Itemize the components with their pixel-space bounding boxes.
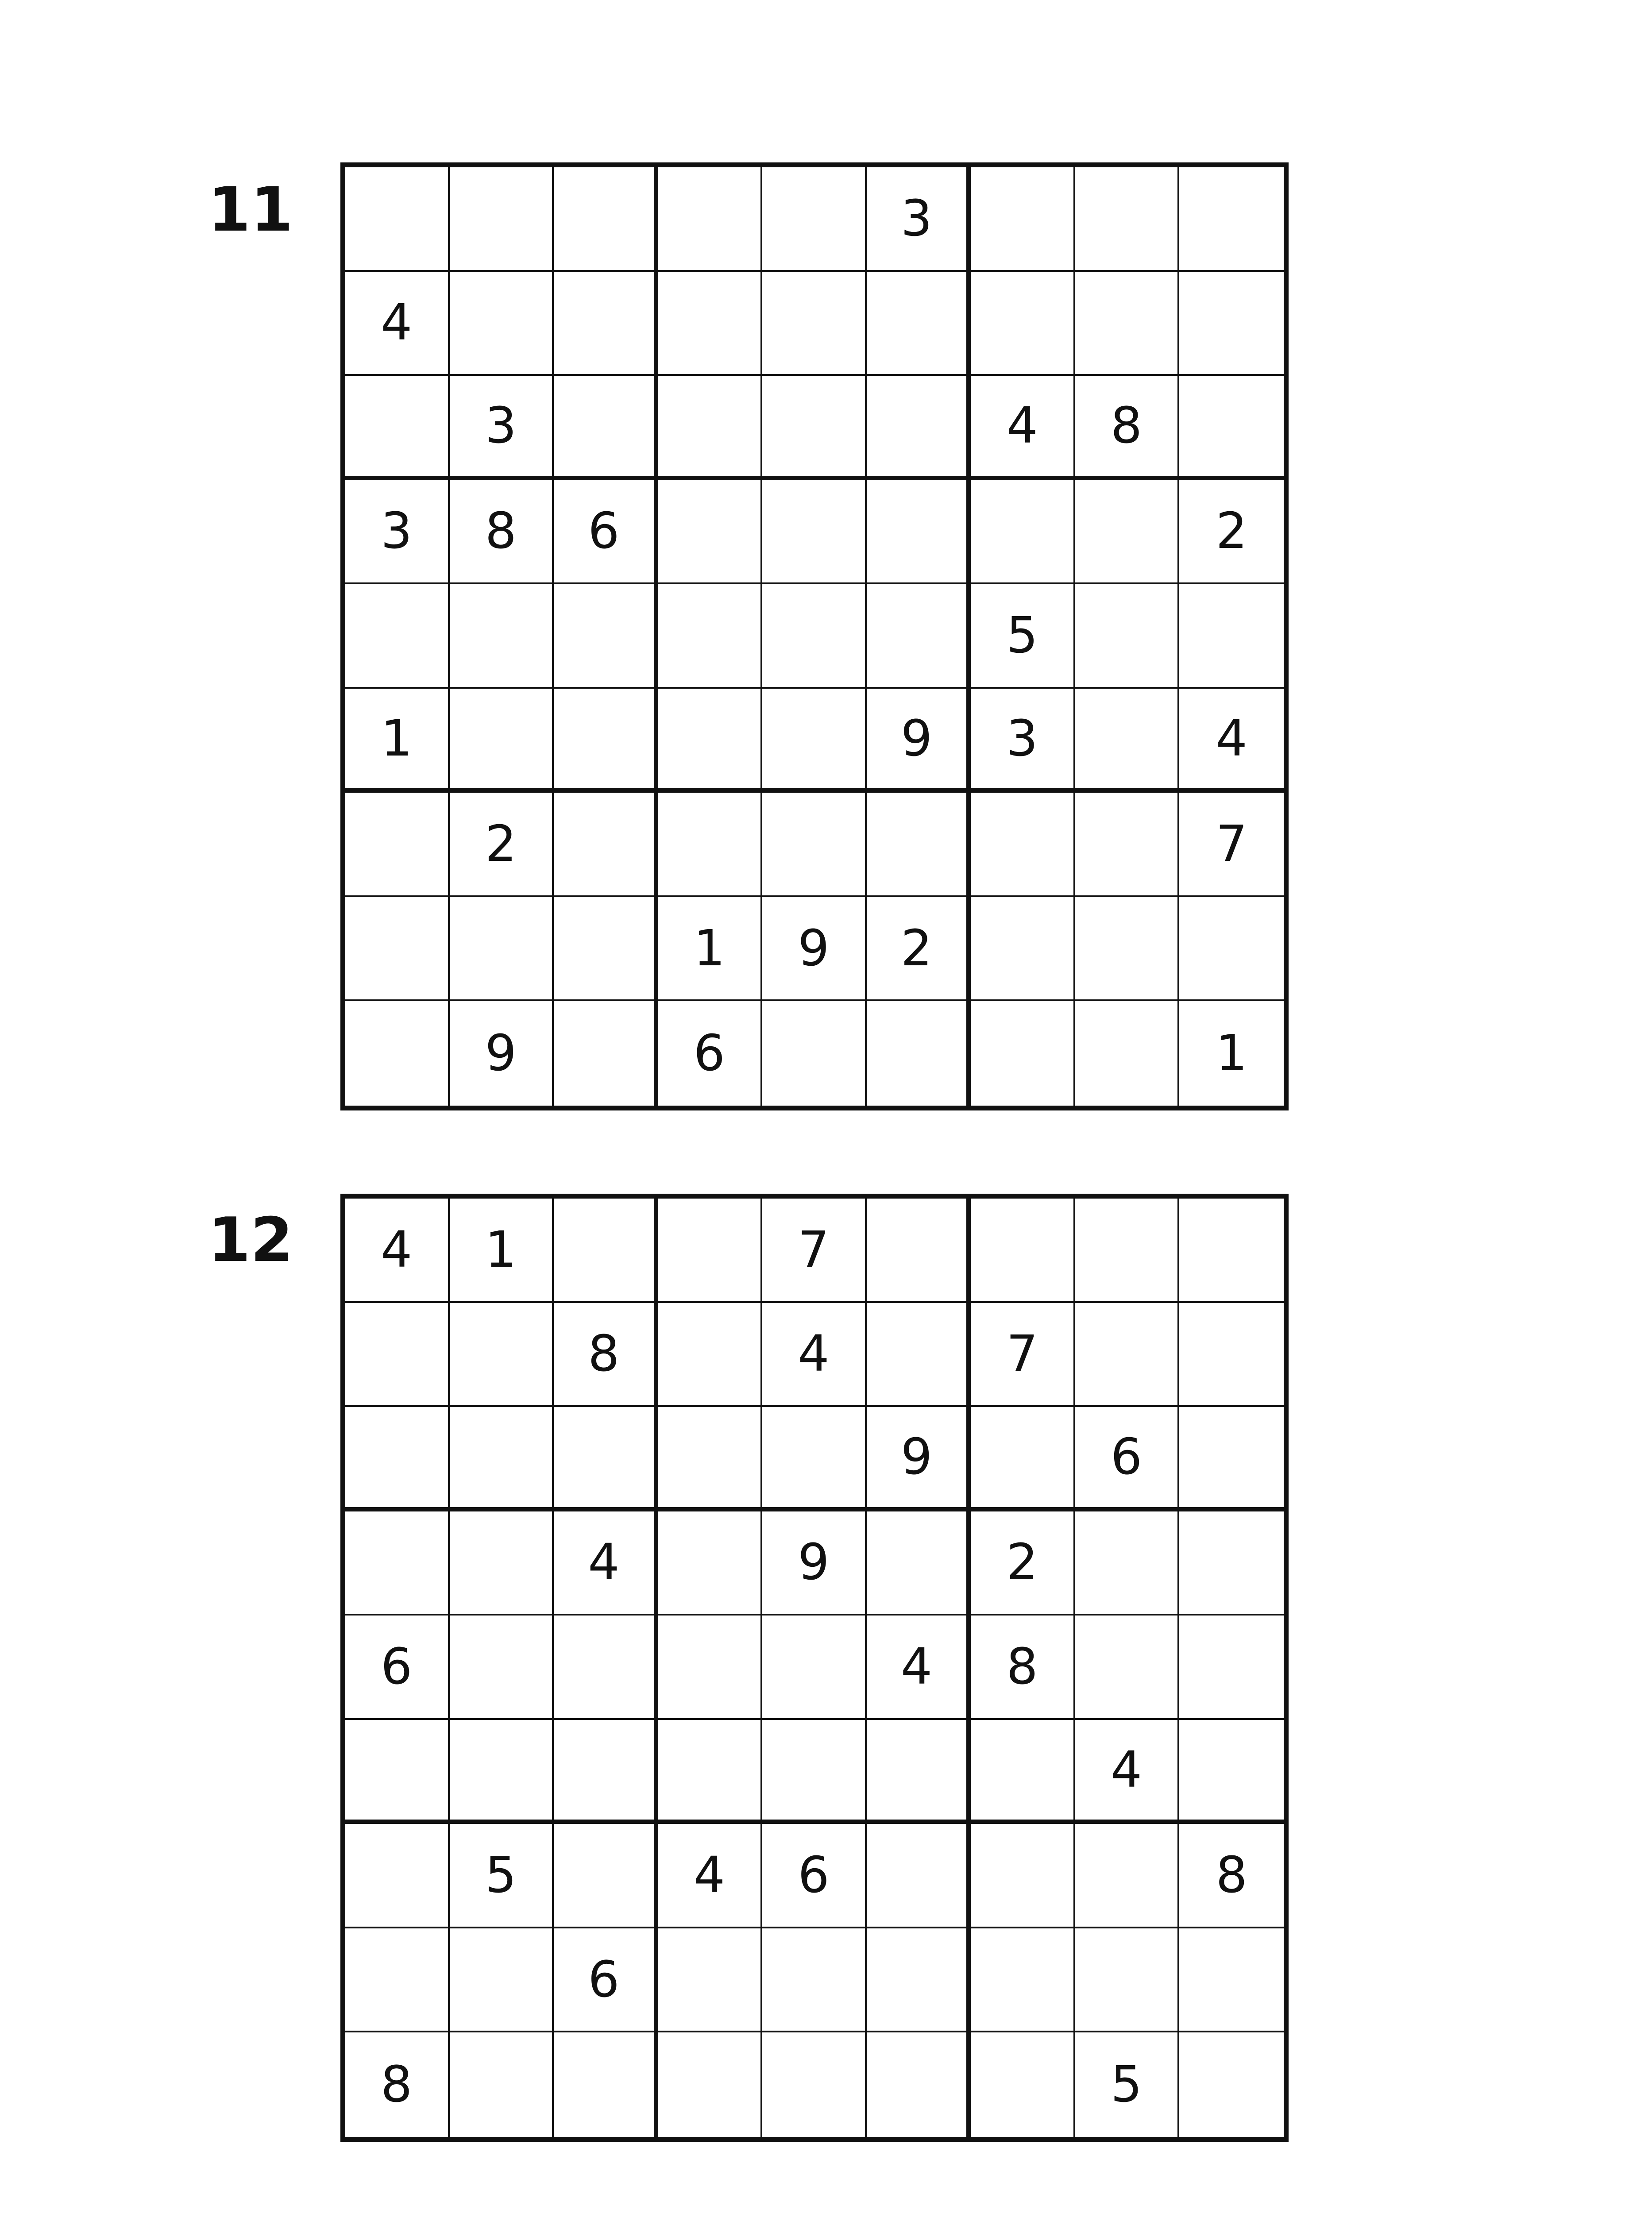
sudoku-cell[interactable]: 4 xyxy=(867,1615,971,1720)
sudoku-cell[interactable] xyxy=(1179,1303,1284,1407)
sudoku-cell[interactable] xyxy=(554,2032,658,2137)
sudoku-cell[interactable] xyxy=(658,1407,763,1511)
sudoku-cell[interactable] xyxy=(658,793,763,897)
sudoku-cell[interactable] xyxy=(867,793,971,897)
sudoku-cell[interactable]: 4 xyxy=(1179,689,1284,793)
sudoku-cell[interactable]: 2 xyxy=(450,793,554,897)
sudoku-cell[interactable] xyxy=(971,1824,1075,1928)
sudoku-cell[interactable] xyxy=(658,1199,763,1303)
sudoku-cell[interactable] xyxy=(658,1511,763,1616)
sudoku-cell[interactable] xyxy=(971,1720,1075,1824)
sudoku-cell[interactable]: 4 xyxy=(762,1303,867,1407)
sudoku-cell[interactable] xyxy=(450,1303,554,1407)
sudoku-cell[interactable] xyxy=(345,1824,450,1928)
sudoku-cell[interactable] xyxy=(1075,793,1180,897)
sudoku-cell[interactable] xyxy=(1179,1928,1284,2033)
sudoku-cell[interactable] xyxy=(762,480,867,585)
sudoku-cell[interactable] xyxy=(345,1001,450,1106)
sudoku-cell[interactable] xyxy=(450,167,554,272)
sudoku-cell[interactable] xyxy=(867,1199,971,1303)
sudoku-cell[interactable] xyxy=(971,167,1075,272)
sudoku-cell[interactable] xyxy=(658,1615,763,1720)
sudoku-cell[interactable] xyxy=(345,1407,450,1511)
sudoku-cell[interactable]: 8 xyxy=(971,1615,1075,1720)
sudoku-cell[interactable]: 3 xyxy=(867,167,971,272)
sudoku-cell[interactable]: 2 xyxy=(867,897,971,1002)
sudoku-cell[interactable] xyxy=(345,1928,450,2033)
sudoku-cell[interactable] xyxy=(762,1928,867,2033)
sudoku-cell[interactable] xyxy=(1179,1511,1284,1616)
sudoku-cell[interactable] xyxy=(1075,480,1180,585)
sudoku-cell[interactable] xyxy=(345,1511,450,1616)
sudoku-cell[interactable] xyxy=(867,1720,971,1824)
sudoku-cell[interactable] xyxy=(762,167,867,272)
sudoku-cell[interactable] xyxy=(762,272,867,376)
sudoku-cell[interactable] xyxy=(971,1001,1075,1106)
sudoku-cell[interactable] xyxy=(554,1001,658,1106)
sudoku-cell[interactable] xyxy=(345,793,450,897)
sudoku-cell[interactable]: 3 xyxy=(345,480,450,585)
sudoku-cell[interactable] xyxy=(1075,897,1180,1002)
sudoku-cell[interactable] xyxy=(658,480,763,585)
sudoku-cell[interactable] xyxy=(1179,1407,1284,1511)
sudoku-cell[interactable]: 8 xyxy=(450,480,554,585)
sudoku-cell[interactable] xyxy=(1075,1615,1180,1720)
sudoku-cell[interactable] xyxy=(867,1001,971,1106)
sudoku-cell[interactable] xyxy=(554,1824,658,1928)
sudoku-cell[interactable] xyxy=(658,272,763,376)
sudoku-cell[interactable] xyxy=(554,1615,658,1720)
sudoku-cell[interactable] xyxy=(971,1407,1075,1511)
sudoku-cell[interactable] xyxy=(1075,1199,1180,1303)
sudoku-cell[interactable] xyxy=(345,1303,450,1407)
sudoku-cell[interactable]: 6 xyxy=(1075,1407,1180,1511)
sudoku-cell[interactable]: 8 xyxy=(345,2032,450,2137)
sudoku-cell[interactable] xyxy=(554,1407,658,1511)
sudoku-cell[interactable] xyxy=(658,167,763,272)
sudoku-board-12 xyxy=(340,1194,1289,2142)
sudoku-cell[interactable] xyxy=(658,1720,763,1824)
sudoku-cell[interactable] xyxy=(867,480,971,585)
sudoku-cell[interactable]: 5 xyxy=(450,1824,554,1928)
sudoku-cell[interactable] xyxy=(1179,272,1284,376)
sudoku-cell[interactable]: 3 xyxy=(450,376,554,480)
sudoku-cell[interactable] xyxy=(1075,1824,1180,1928)
sudoku-cell[interactable] xyxy=(762,689,867,793)
sudoku-cell[interactable] xyxy=(762,2032,867,2137)
sudoku-cell[interactable]: 9 xyxy=(450,1001,554,1106)
sudoku-cell[interactable]: 9 xyxy=(762,1511,867,1616)
sudoku-cell[interactable] xyxy=(971,2032,1075,2137)
sudoku-cell[interactable] xyxy=(554,1720,658,1824)
sudoku-cell[interactable] xyxy=(1075,1303,1180,1407)
sudoku-cell[interactable] xyxy=(658,689,763,793)
sudoku-cell[interactable]: 1 xyxy=(658,897,763,1002)
sudoku-cell[interactable] xyxy=(1075,689,1180,793)
sudoku-cell[interactable]: 4 xyxy=(1075,1720,1180,1824)
sudoku-cell[interactable] xyxy=(867,584,971,689)
sudoku-cell[interactable]: 9 xyxy=(762,897,867,1002)
sudoku-cell[interactable]: 9 xyxy=(867,689,971,793)
sudoku-cell[interactable] xyxy=(1179,897,1284,1002)
sudoku-cell[interactable] xyxy=(762,376,867,480)
sudoku-cell[interactable] xyxy=(554,584,658,689)
sudoku-cell[interactable] xyxy=(971,793,1075,897)
sudoku-cell[interactable] xyxy=(867,1511,971,1616)
sudoku-cell[interactable]: 5 xyxy=(1075,2032,1180,2137)
sudoku-cell[interactable] xyxy=(867,1303,971,1407)
sudoku-cell[interactable]: 8 xyxy=(1075,376,1180,480)
sudoku-cell[interactable] xyxy=(971,1928,1075,2033)
sudoku-cell[interactable] xyxy=(867,272,971,376)
sudoku-cell[interactable]: 2 xyxy=(1179,480,1284,585)
sudoku-cell[interactable]: 6 xyxy=(658,1001,763,1106)
sudoku-cell[interactable] xyxy=(450,689,554,793)
sudoku-cell[interactable] xyxy=(345,376,450,480)
sudoku-cell[interactable] xyxy=(554,793,658,897)
sudoku-cell[interactable] xyxy=(867,1824,971,1928)
sudoku-cell[interactable] xyxy=(1075,1928,1180,2033)
sudoku-cell[interactable] xyxy=(971,480,1075,585)
sudoku-cell[interactable] xyxy=(345,1720,450,1824)
sudoku-cell[interactable] xyxy=(450,897,554,1002)
sudoku-cell[interactable] xyxy=(762,1001,867,1106)
sudoku-board-11 xyxy=(340,162,1289,1110)
sudoku-cell[interactable] xyxy=(971,897,1075,1002)
sudoku-cell[interactable] xyxy=(345,897,450,1002)
sudoku-cell[interactable] xyxy=(345,584,450,689)
sudoku-cell[interactable]: 2 xyxy=(971,1511,1075,1616)
sudoku-cell[interactable]: 1 xyxy=(345,689,450,793)
sudoku-cell[interactable] xyxy=(1179,376,1284,480)
sudoku-cell[interactable] xyxy=(554,272,658,376)
sudoku-cell[interactable] xyxy=(554,689,658,793)
sudoku-cell[interactable]: 5 xyxy=(971,584,1075,689)
sudoku-cell[interactable] xyxy=(762,1720,867,1824)
sudoku-cell[interactable] xyxy=(450,1407,554,1511)
sudoku-cell[interactable]: 7 xyxy=(762,1199,867,1303)
sudoku-cell[interactable]: 8 xyxy=(1179,1824,1284,1928)
sudoku-cell[interactable] xyxy=(450,1928,554,2033)
sudoku-cell[interactable]: 1 xyxy=(1216,1025,1247,1083)
sudoku-cell[interactable]: 1 xyxy=(450,1199,554,1303)
sudoku-cell[interactable] xyxy=(450,2032,554,2137)
sudoku-cell[interactable] xyxy=(345,167,450,272)
sudoku-cell[interactable] xyxy=(1075,1001,1180,1106)
sudoku-cell[interactable]: 6 xyxy=(554,1928,658,2033)
sudoku-cell[interactable] xyxy=(1179,167,1284,272)
sudoku-cell[interactable] xyxy=(450,272,554,376)
sudoku-cell[interactable]: 4 xyxy=(971,376,1075,480)
sudoku-cell[interactable] xyxy=(1179,1615,1284,1720)
sudoku-cell[interactable]: 6 xyxy=(554,480,658,585)
sudoku-cell[interactable] xyxy=(971,272,1075,376)
sudoku-cell[interactable]: 7 xyxy=(971,1303,1075,1407)
sudoku-cell[interactable] xyxy=(450,584,554,689)
sudoku-cell[interactable] xyxy=(554,897,658,1002)
sudoku-cell[interactable]: 3 xyxy=(971,689,1075,793)
sudoku-cell[interactable]: 8 xyxy=(554,1303,658,1407)
sudoku-cell[interactable]: 6 xyxy=(762,1824,867,1928)
sudoku-cell[interactable] xyxy=(658,1928,763,2033)
sudoku-cell[interactable] xyxy=(762,1407,867,1511)
sudoku-cell[interactable] xyxy=(1075,1511,1180,1616)
sudoku-cell[interactable] xyxy=(1179,584,1284,689)
sudoku-cell[interactable] xyxy=(971,1199,1075,1303)
sudoku-cell[interactable] xyxy=(1075,584,1180,689)
sudoku-cell[interactable] xyxy=(450,1615,554,1720)
sudoku-cell[interactable] xyxy=(867,1928,971,2033)
sudoku-cell[interactable]: 7 xyxy=(1179,793,1284,897)
sudoku-cell[interactable] xyxy=(450,1720,554,1824)
sudoku-cell[interactable] xyxy=(658,1303,763,1407)
sudoku-cell[interactable] xyxy=(1179,1199,1284,1303)
puzzle-number: 12 xyxy=(208,1204,293,1276)
sudoku-cell[interactable]: 4 xyxy=(345,1199,450,1303)
sudoku-cell[interactable] xyxy=(658,584,763,689)
sudoku-cell[interactable] xyxy=(867,376,971,480)
sudoku-cell[interactable] xyxy=(658,2032,763,2137)
sudoku-cell[interactable] xyxy=(1075,272,1180,376)
sudoku-cell[interactable] xyxy=(1179,1720,1284,1824)
sudoku-cell[interactable] xyxy=(1179,2032,1284,2137)
puzzle-number: 11 xyxy=(208,174,293,245)
sudoku-cell[interactable] xyxy=(554,1199,658,1303)
sudoku-cell[interactable] xyxy=(554,167,658,272)
sudoku-cell[interactable] xyxy=(867,2032,971,2137)
sudoku-cell[interactable]: 4 xyxy=(554,1511,658,1616)
sudoku-cell[interactable] xyxy=(762,584,867,689)
sudoku-cell[interactable]: 6 xyxy=(345,1615,450,1720)
sudoku-cell[interactable] xyxy=(762,1615,867,1720)
sudoku-cell[interactable]: 4 xyxy=(345,272,450,376)
sudoku-cell[interactable] xyxy=(450,1511,554,1616)
sudoku-cell[interactable]: 9 xyxy=(867,1407,971,1511)
sudoku-cell[interactable] xyxy=(762,793,867,897)
sudoku-cell[interactable] xyxy=(554,376,658,480)
sudoku-cell[interactable] xyxy=(658,376,763,480)
sudoku-cell[interactable]: 4 xyxy=(658,1824,763,1928)
sudoku-cell[interactable] xyxy=(1075,167,1180,272)
